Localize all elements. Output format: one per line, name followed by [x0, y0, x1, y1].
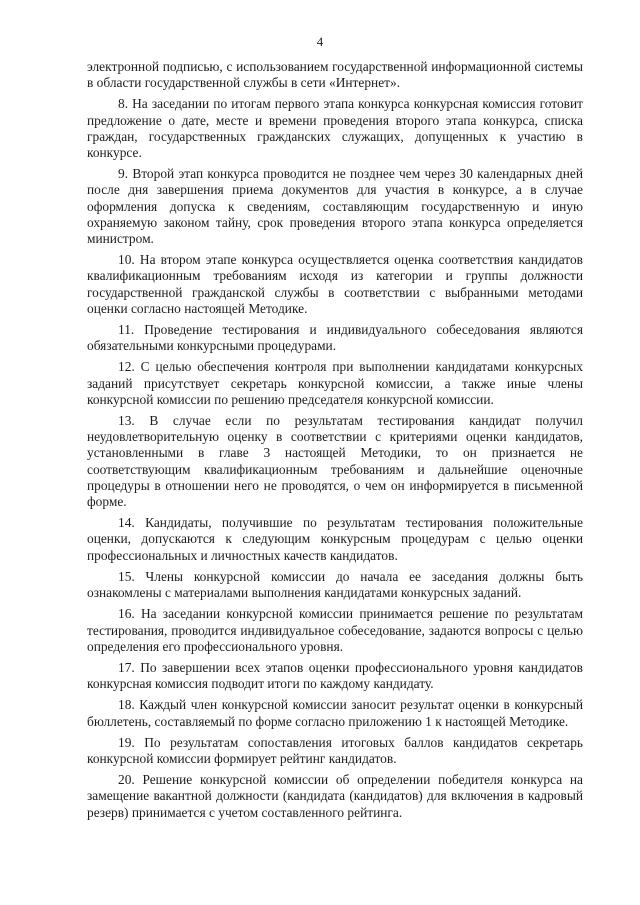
paragraph-12: 12. С целью обеспечения контроля при выполнении кандидатами конкурсных заданий присутствует секретарь конкурсной комиссии, а также иные члены конкурсной комиссии по решению председателя конкурсной комиссии. — [87, 359, 583, 407]
paragraph-13: 13. В случае если по результатам тестирования кандидат получил неудовлетворительную оценку в соответствии с критериями оценки кандидатов, установленными в главе 3 настоящей Методики, то он признается не соответствующим квалификационным требованиям и дальнейшие оценочные процедуры в отношении него не проводятся, о чем он информируется в письменной форме. — [87, 413, 583, 510]
paragraph-20: 20. Решение конкурсной комиссии об определении победителя конкурса на замещение вакантной должности (кандидата (кандидатов) для включения в кадровый резерв) принимается с учетом составленного рейтинга. — [87, 772, 583, 820]
paragraph-15: 15. Члены конкурсной комиссии до начала ее заседания должны быть ознакомлены с материалами выполнения кандидатами конкурсных заданий. — [87, 568, 583, 601]
paragraph-8: 8. На заседании по итогам первого этапа конкурса конкурсная комиссия готовит предложение о дате, месте и времени проведения второго этапа конкурса, списка граждан, государственных гражданских служащих, допущенных к участию в конкурсе. — [87, 96, 583, 161]
paragraph-10: 10. На втором этапе конкурса осуществляется оценка соответствия кандидатов квалификационным требованиям исходя из категории и группы должности государственной гражданской службы в соответствии с выбранными методами оценки согласно настоящей Методике. — [87, 252, 583, 316]
paragraph-continuation: электронной подписью, с использованием государственной информационной системы в области государственной службы в сети «Интернет». — [87, 59, 583, 91]
paragraph-16: 16. На заседании конкурсной комиссии принимается решение по результатам тестирования, проводится индивидуальное собеседование, задаются вопросы с целью определения его профессионального уровня. — [87, 606, 583, 654]
paragraph-14: 14. Кандидаты, получившие по результатам тестирования положительные оценки, допускаются к следующим конкурсным процедурам с целью оценки профессиональных и личностных качеств кандидатов. — [87, 515, 583, 563]
paragraph-9: 9. Второй этап конкурса проводится не позднее чем через 30 календарных дней после дня завершения приема документов для участия в конкурсе, а в случае оформления допуска к сведениям, составляющим государственную и иную охраняемую законом тайну, срок проведения второго этапа конкурса определяется министром. — [87, 166, 583, 247]
document-body — [87, 59, 583, 821]
paragraph-11: 11. Проведение тестирования и индивидуального собеседования являются обязательными конкурсными процедурами. — [87, 322, 583, 354]
paragraph-19: 19. По результатам сопоставления итоговых баллов кандидатов секретарь конкурсной комиссии формирует рейтинг кандидатов. — [87, 734, 583, 766]
paragraph-18: 18. Каждый член конкурсной комиссии заносит результат оценки в конкурсный бюллетень, составляемый по форме согласно приложению 1 к настоящей Методике. — [87, 697, 583, 729]
paragraph-17: 17. По завершении всех этапов оценки профессионального уровня кандидатов конкурсная комиссия подводит итоги по каждому кандидату. — [87, 659, 583, 692]
page-number: 4 — [316, 34, 324, 49]
